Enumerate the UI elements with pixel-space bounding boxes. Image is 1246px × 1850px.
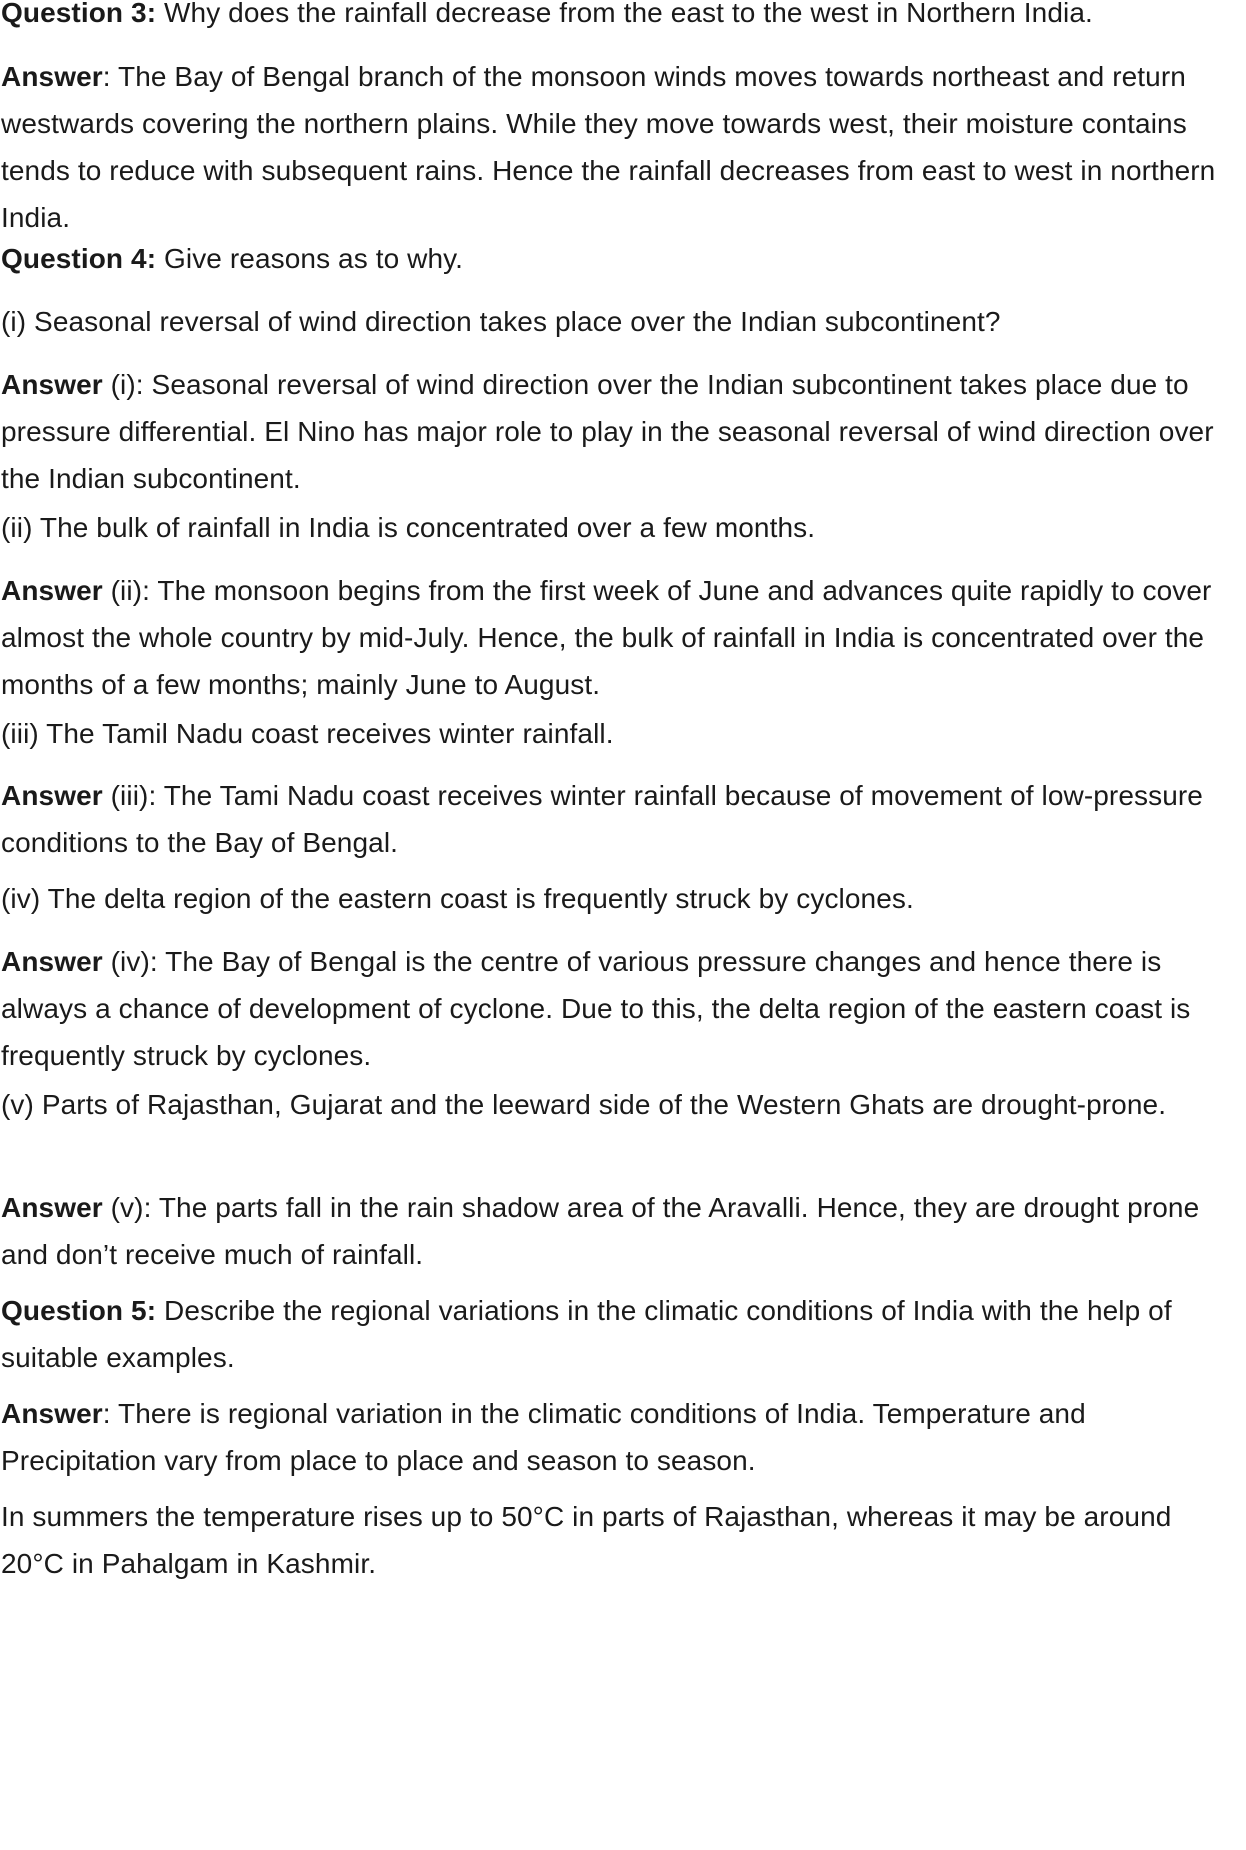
answer-text: (i): Seasonal reversal of wind direction over the Indian subcontinent takes place due to pressure differential. El Nino has major role to play in the seasonal reversal of wind direction over the Indian subcontinent. <box>1 369 1214 494</box>
answer-label: Answer <box>1 1398 103 1429</box>
answer-3 <box>1 53 1241 241</box>
paragraph-text: In summers the temperature rises up to 50°C in parts of Rajasthan, whereas it may be around 20°C in Pahalgam in Kashmir. <box>1 1501 1172 1579</box>
answer-label: Answer <box>1 369 103 400</box>
question-label: Question 4: <box>1 243 157 274</box>
question-label: Question 5: <box>1 1295 157 1326</box>
sub-question-text: (iii) The Tamil Nadu coast receives winter rainfall. <box>1 718 614 749</box>
answer-5 <box>1 1390 1241 1484</box>
sub-question-text: (v) Parts of Rajasthan, Gujarat and the leeward side of the Western Ghats are drought-prone. <box>1 1089 1167 1120</box>
answer-5-continued <box>1 1493 1241 1587</box>
answer-4-ii <box>1 567 1241 708</box>
answer-4-i <box>1 361 1241 502</box>
answer-label: Answer <box>1 1192 103 1223</box>
answer-4-iv <box>1 938 1241 1079</box>
answer-text: (ii): The monsoon begins from the first week of June and advances quite rapidly to cover almost the whole country by mid-July. Hence, the bulk of rainfall in India is concentrated over the months of a few months; mainly June to August. <box>1 575 1212 700</box>
question-text: Why does the rainfall decrease from the east to the west in Northern India. <box>156 0 1093 28</box>
answer-4-iii <box>1 772 1241 866</box>
sub-question-4-v <box>1 1081 1241 1128</box>
question-text: Give reasons as to why. <box>156 243 464 274</box>
sub-question-text: (ii) The bulk of rainfall in India is concentrated over a few months. <box>1 512 816 543</box>
answer-label: Answer <box>1 61 103 92</box>
sub-question-4-iv <box>1 875 1241 922</box>
answer-label: Answer <box>1 575 103 606</box>
answer-label: Answer <box>1 780 103 811</box>
answer-text: (iii): The Tami Nadu coast receives winter rainfall because of movement of low-pressure conditions to the Bay of Bengal. <box>1 780 1203 858</box>
answer-text: (v): The parts fall in the rain shadow area of the Aravalli. Hence, they are drought prone and don’t receive much of rainfall. <box>1 1192 1200 1270</box>
sub-question-4-iii <box>1 710 1241 757</box>
question-3 <box>1 0 1241 36</box>
answer-text: : The Bay of Bengal branch of the monsoon winds moves towards northeast and return westwards covering the northern plains. While they move towards west, their moisture contains tends to reduce with subsequent rains. Hence the rainfall decreases from east to west in northern India. <box>1 61 1216 233</box>
answer-text: : There is regional variation in the climatic conditions of India. Temperature and Precipitation vary from place to place and season to season. <box>1 1398 1086 1476</box>
sub-question-4-i <box>1 298 1241 345</box>
answer-4-v <box>1 1184 1241 1278</box>
answer-text: (iv): The Bay of Bengal is the centre of various pressure changes and hence there is always a chance of development of cyclone. Due to this, the delta region of the eastern coast is frequently struck by cyclones. <box>1 946 1191 1071</box>
sub-question-4-ii <box>1 504 1241 551</box>
question-text: Describe the regional variations in the climatic conditions of India with the help of suitable examples. <box>1 1295 1172 1373</box>
answer-label: Answer <box>1 946 103 977</box>
question-5 <box>1 1287 1241 1381</box>
sub-question-text: (i) Seasonal reversal of wind direction takes place over the Indian subcontinent? <box>1 306 1001 337</box>
sub-question-text: (iv) The delta region of the eastern coast is frequently struck by cyclones. <box>1 883 914 914</box>
question-label: Question 3: <box>1 0 157 28</box>
question-4 <box>1 235 1241 282</box>
